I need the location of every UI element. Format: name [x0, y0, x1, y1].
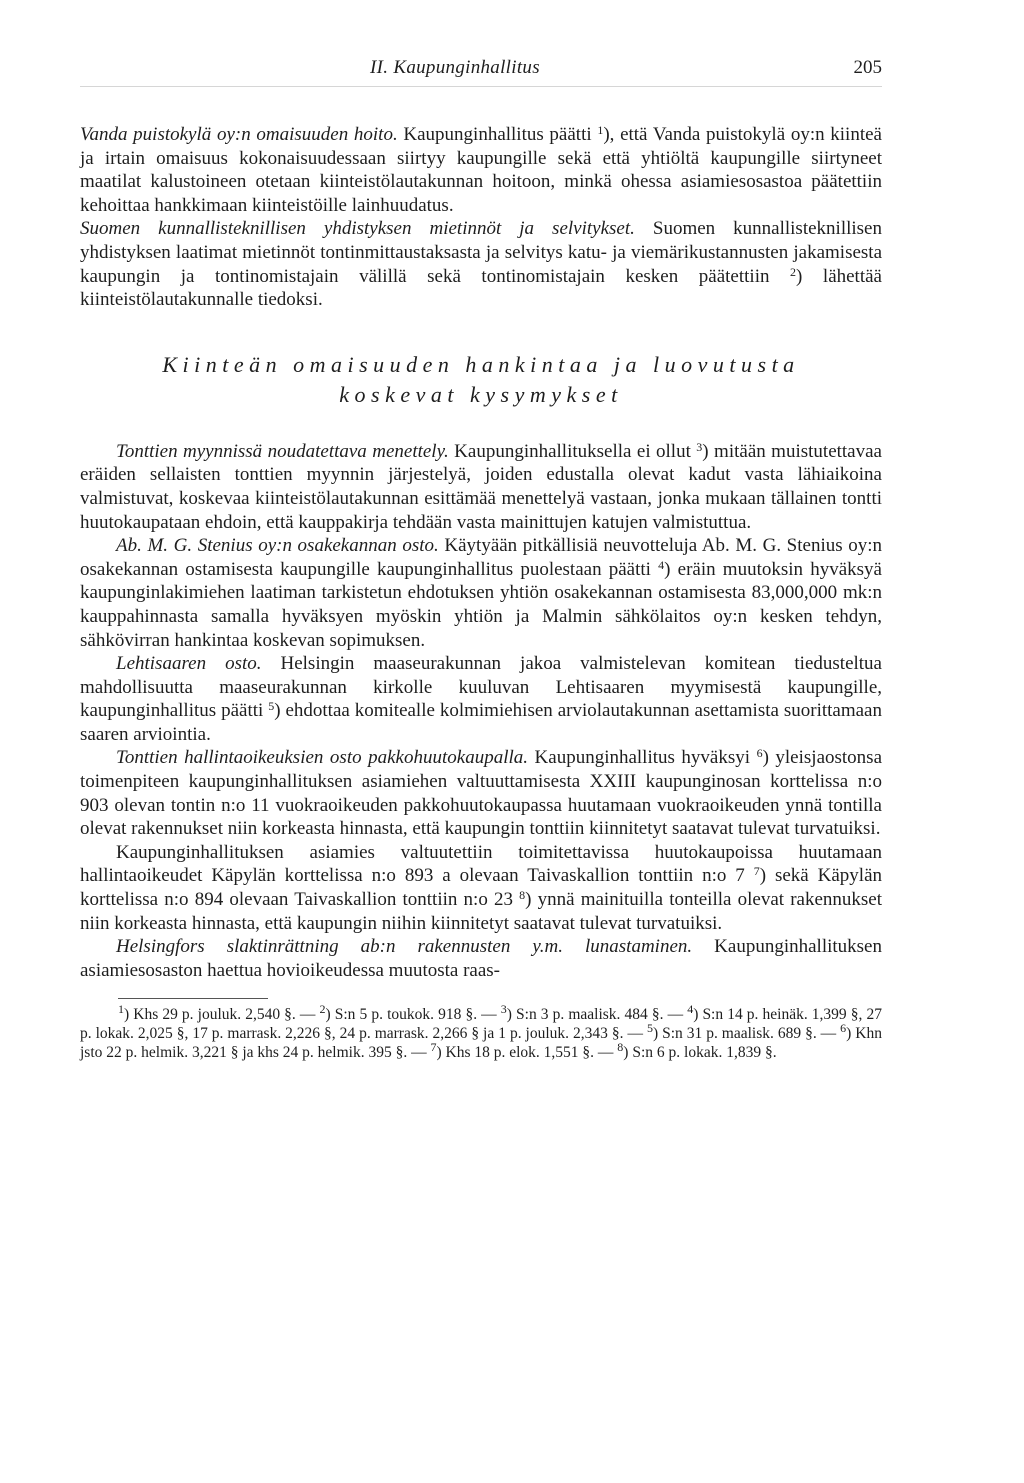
footnotes — [80, 1002, 883, 1062]
paragraph-lead: Lehtisaaren osto. — [116, 653, 262, 675]
footnote-divider — [118, 998, 268, 999]
footnote-number: 5 — [646, 1021, 653, 1036]
document-page — [80, 56, 882, 1062]
footnote-text: ) S:n 6 p. lokak. 1,839 §. — [623, 1044, 777, 1062]
paragraph-text: Helsingin maaseurakunnan jakoa valmistelevan komitean tiedusteltua mahdollisuutta maaseurakunnan kirkolle kuuluvan Lehtisaaren myymisestä kaupungille, kaupunginhallitus päätti — [80, 653, 882, 722]
footnote-ref: 2 — [790, 264, 797, 279]
section-heading-line-1: Kiinteän omaisuuden hankintaa ja luovutusta — [162, 351, 800, 377]
footnote-number: 8 — [617, 1040, 624, 1055]
paragraph-lehtisaari — [80, 652, 882, 746]
paragraph-text: Kaupunginhallituksen asiamiesosaston haettua hovioikeudessa muutosta raas- — [80, 936, 882, 981]
paragraph-lead: Tonttien hallintaoikeuksien osto pakkohuutokaupalla. — [116, 747, 529, 769]
paragraph-text: ) sekä Käpylän korttelissa n:o 894 olevaan Taivaskallion tonttiin n:o 23 — [80, 865, 882, 911]
section-heading — [80, 350, 882, 410]
paragraph-lead: Helsingfors slaktinrättning ab:n rakennusten y.m. lunastaminen. — [116, 936, 693, 958]
footnote-ref: 5 — [268, 699, 275, 714]
paragraph-text: ) yleisjaostonsa toimenpiteen kaupunginhallituksen asiamiehen valtuuttamisesta XXIII kaupunginosan korttelissa n:o 903 olevan tontin n:o 11 vuokraoikeuden pakkohuutokaupassa huutamaan vuokraoikeuden ynnä tontilla olevat rakennukset niin korkeasta hinnasta, että kaupungin tonttiin kiinnitetyt saatavat tulevat turvatuiksi. — [80, 747, 883, 840]
footnote-text: ) S:n 31 p. maalisk. 689 §. — — [652, 1025, 841, 1043]
footnote-number: 2 — [319, 1002, 326, 1017]
paragraph-stenius — [80, 534, 882, 652]
paragraph-text: ) ehdottaa komitealle kolmimiehisen arviolautakunnan asettamista suorittamaan saaren arviointia. — [80, 700, 882, 745]
section-heading-line-2: koskevat kysymykset — [339, 381, 623, 407]
footnote-number: 1 — [118, 1002, 124, 1017]
footnote-number: 3 — [500, 1002, 507, 1017]
paragraph-kunnallistekn — [80, 217, 882, 311]
footnote-number: 7 — [430, 1040, 437, 1055]
paragraph-text: ), että Vanda puistokylä oy:n kiinteä ja irtain omaisuus kokonaisuudessaan siirtyy kaupungille sekä että yhtiöltä kaupungille siirtyneet maatilat kalustoineen otetaan kiinteistölautakunnan hoitoon, minkä ohessa asiamiesosastoa päätettiin kehoittaa hankkimaan kiinteistöille lainhuudatus. — [80, 124, 882, 216]
footnote-number: 6 — [840, 1021, 847, 1036]
paragraph-text: Kaupunginhallituksen asiamies valtuutettiin toimitettavissa huutokaupoissa huutamaan hallintaoikeudet Käpylän korttelissa n:o 893 a olevaan Taivaskallion tonttiin n:o 7 — [80, 841, 882, 887]
footnote-ref: 8 — [519, 888, 526, 903]
paragraph-text: Kaupunginhallitus hyväksyi — [528, 747, 757, 769]
running-title: II. Kaupunginhallitus — [370, 57, 540, 78]
footnote-text: ) S:n 14 p. heinäk. 1,399 §, 27 p. lokak. 2,025 §, 17 p. marrask. 2,226 §, 24 p. marrask. 2,266 § ja 1 p. jouluk. 2,343 §. — — [80, 1006, 882, 1043]
paragraph-text: ) lähettää kiinteistölautakunnalle tiedoksi. — [80, 265, 882, 311]
paragraph-lead: Suomen kunnallisteknillisen yhdistyksen mietinnöt ja selvitykset. — [80, 218, 635, 240]
footnote-ref: 1 — [597, 123, 604, 137]
footnote-ref: 3 — [696, 439, 703, 454]
paragraph-text: Suomen kunnallisteknillisen yhdistyksen laatimat mietinnöt tontinmittaustaksasta ja selvitys katu- ja viemärikustannusten jakamisesta kaupungin ja tontinomistajain välillä sekä tontinomistajain kesken päätettiin — [80, 218, 882, 287]
paragraph-lead: Vanda puistokylä oy:n omaisuuden hoito. — [80, 124, 398, 145]
paragraph-text: ) eräin muutoksin hyväksyä kaupunginlakimiehen laatiman tarkistetun ehdotuksen yhtiön osakekannan ostamisesta 83,000,000 mk:n kauppahinnasta samalla hyväksyen myöskin yhtiön ja Malmin sähkölaitos oy:n kesken tehdyn, sähkövirran hankintaa koskevan sopimuksen. — [80, 558, 882, 651]
footnote-text: ) Khs 18 p. elok. 1,551 §. — — [436, 1044, 618, 1062]
footnote-ref: 6 — [756, 746, 763, 761]
paragraph-text: Kaupunginhallitus päätti — [397, 124, 598, 145]
paragraph-vanda — [80, 123, 882, 217]
footnote-text: ) Khs 29 p. jouluk. 2,540 §. — — [124, 1006, 320, 1024]
paragraph-tonttien — [80, 440, 882, 534]
paragraph-text: Kaupunginhallituksella ei ollut — [448, 440, 697, 462]
paragraph-text: ) ynnä mainituilla tonteilla olevat rakennukset niin korkeasta hinnasta, että kaupungin niihin kiinnitetyt saatavat tulevat turvatuiksi. — [80, 889, 882, 934]
page-number: 205 — [853, 57, 882, 78]
footnote-text: ) Khn jsto 22 p. helmik. 3,221 § ja khs 24 p. helmik. 395 §. — — [80, 1025, 883, 1062]
running-header — [80, 56, 882, 87]
paragraph-text: Käytyään pitkällisiä neuvotteluja Ab. M. G. Stenius oy:n osakekannan ostamisesta kaupungille kaupunginhallitus puolestaan päätti — [80, 535, 883, 580]
footnote-text: ) S:n 5 p. toukok. 918 §. — — [325, 1006, 501, 1024]
paragraph-lead: Ab. M. G. Stenius oy:n osakekannan osto. — [116, 535, 439, 557]
footnote-text: ) S:n 3 p. maalisk. 484 §. — — [506, 1006, 688, 1024]
footnote-ref: 4 — [658, 557, 665, 572]
paragraph-helsingfors — [80, 935, 882, 982]
footnote-ref: 7 — [753, 864, 760, 879]
paragraph-asiamies — [80, 841, 882, 935]
paragraph-text: ) mitään muistutettavaa eräiden sellaisten tonttien myynnin järjestelyä, joiden edustalla olevat kadut vasta lähiaikoina valmistuvat, koskevaa kiinteistölautakunnan esittämää menettelyä vastaan, jonka mukaan tällainen tontti huutokaupataan ehdoin, että kauppakirja tehdään vasta mainittujen katujen valmistuttua. — [80, 440, 882, 533]
footnote-number: 4 — [687, 1002, 694, 1017]
paragraph-pakkohuuto — [80, 746, 882, 840]
paragraph-lead: Tonttien myynnissä noudatettava menettely. — [116, 440, 449, 462]
